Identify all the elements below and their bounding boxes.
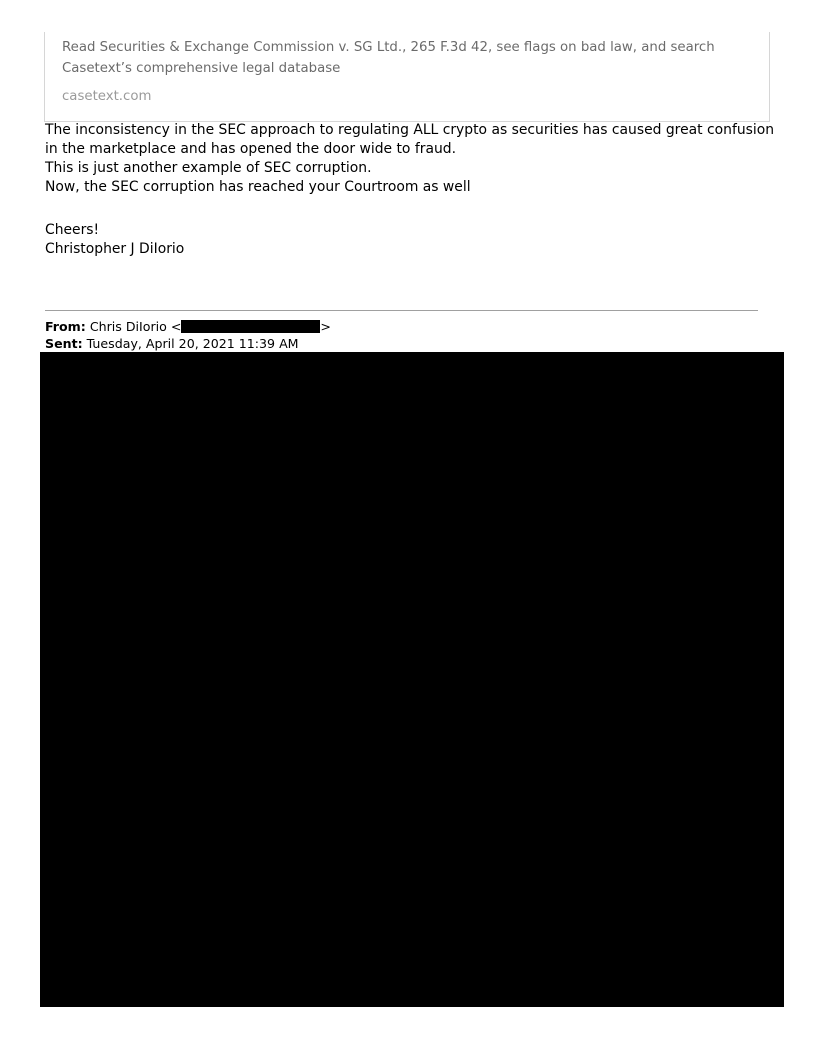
redaction-block <box>40 352 784 1007</box>
signature: Christopher J DiIorio <box>45 241 185 257</box>
link-preview-domain[interactable]: casetext.com <box>62 89 152 104</box>
sent-label: Sent: <box>45 336 83 351</box>
from-header <box>45 319 331 335</box>
sent-value: Tuesday, April 20, 2021 11:39 AM <box>86 336 299 351</box>
message-line: Now, the SEC corruption has reached your Courtroom as well <box>45 179 471 195</box>
link-preview-card[interactable] <box>44 32 770 122</box>
message-line: This is just another example of SEC corruption. <box>45 160 372 176</box>
from-suffix: > <box>320 319 331 334</box>
redacted-email <box>181 320 320 333</box>
from-label: From: <box>45 319 86 334</box>
closing-line: Cheers! <box>45 222 100 238</box>
from-name: Chris DiIorio < <box>89 319 182 334</box>
link-preview-description: Read Securities & Exchange Commission v. SG Ltd., 265 F.3d 42, see flags on bad law, and search Casetext’s comprehensive legal database <box>62 40 715 76</box>
message-separator <box>45 310 758 311</box>
message-paragraph: The inconsistency in the SEC approach to regulating ALL crypto as securities has caused great confusion in the marketplace and has opened the door wide to fraud. <box>45 122 775 157</box>
sent-header <box>45 336 299 352</box>
